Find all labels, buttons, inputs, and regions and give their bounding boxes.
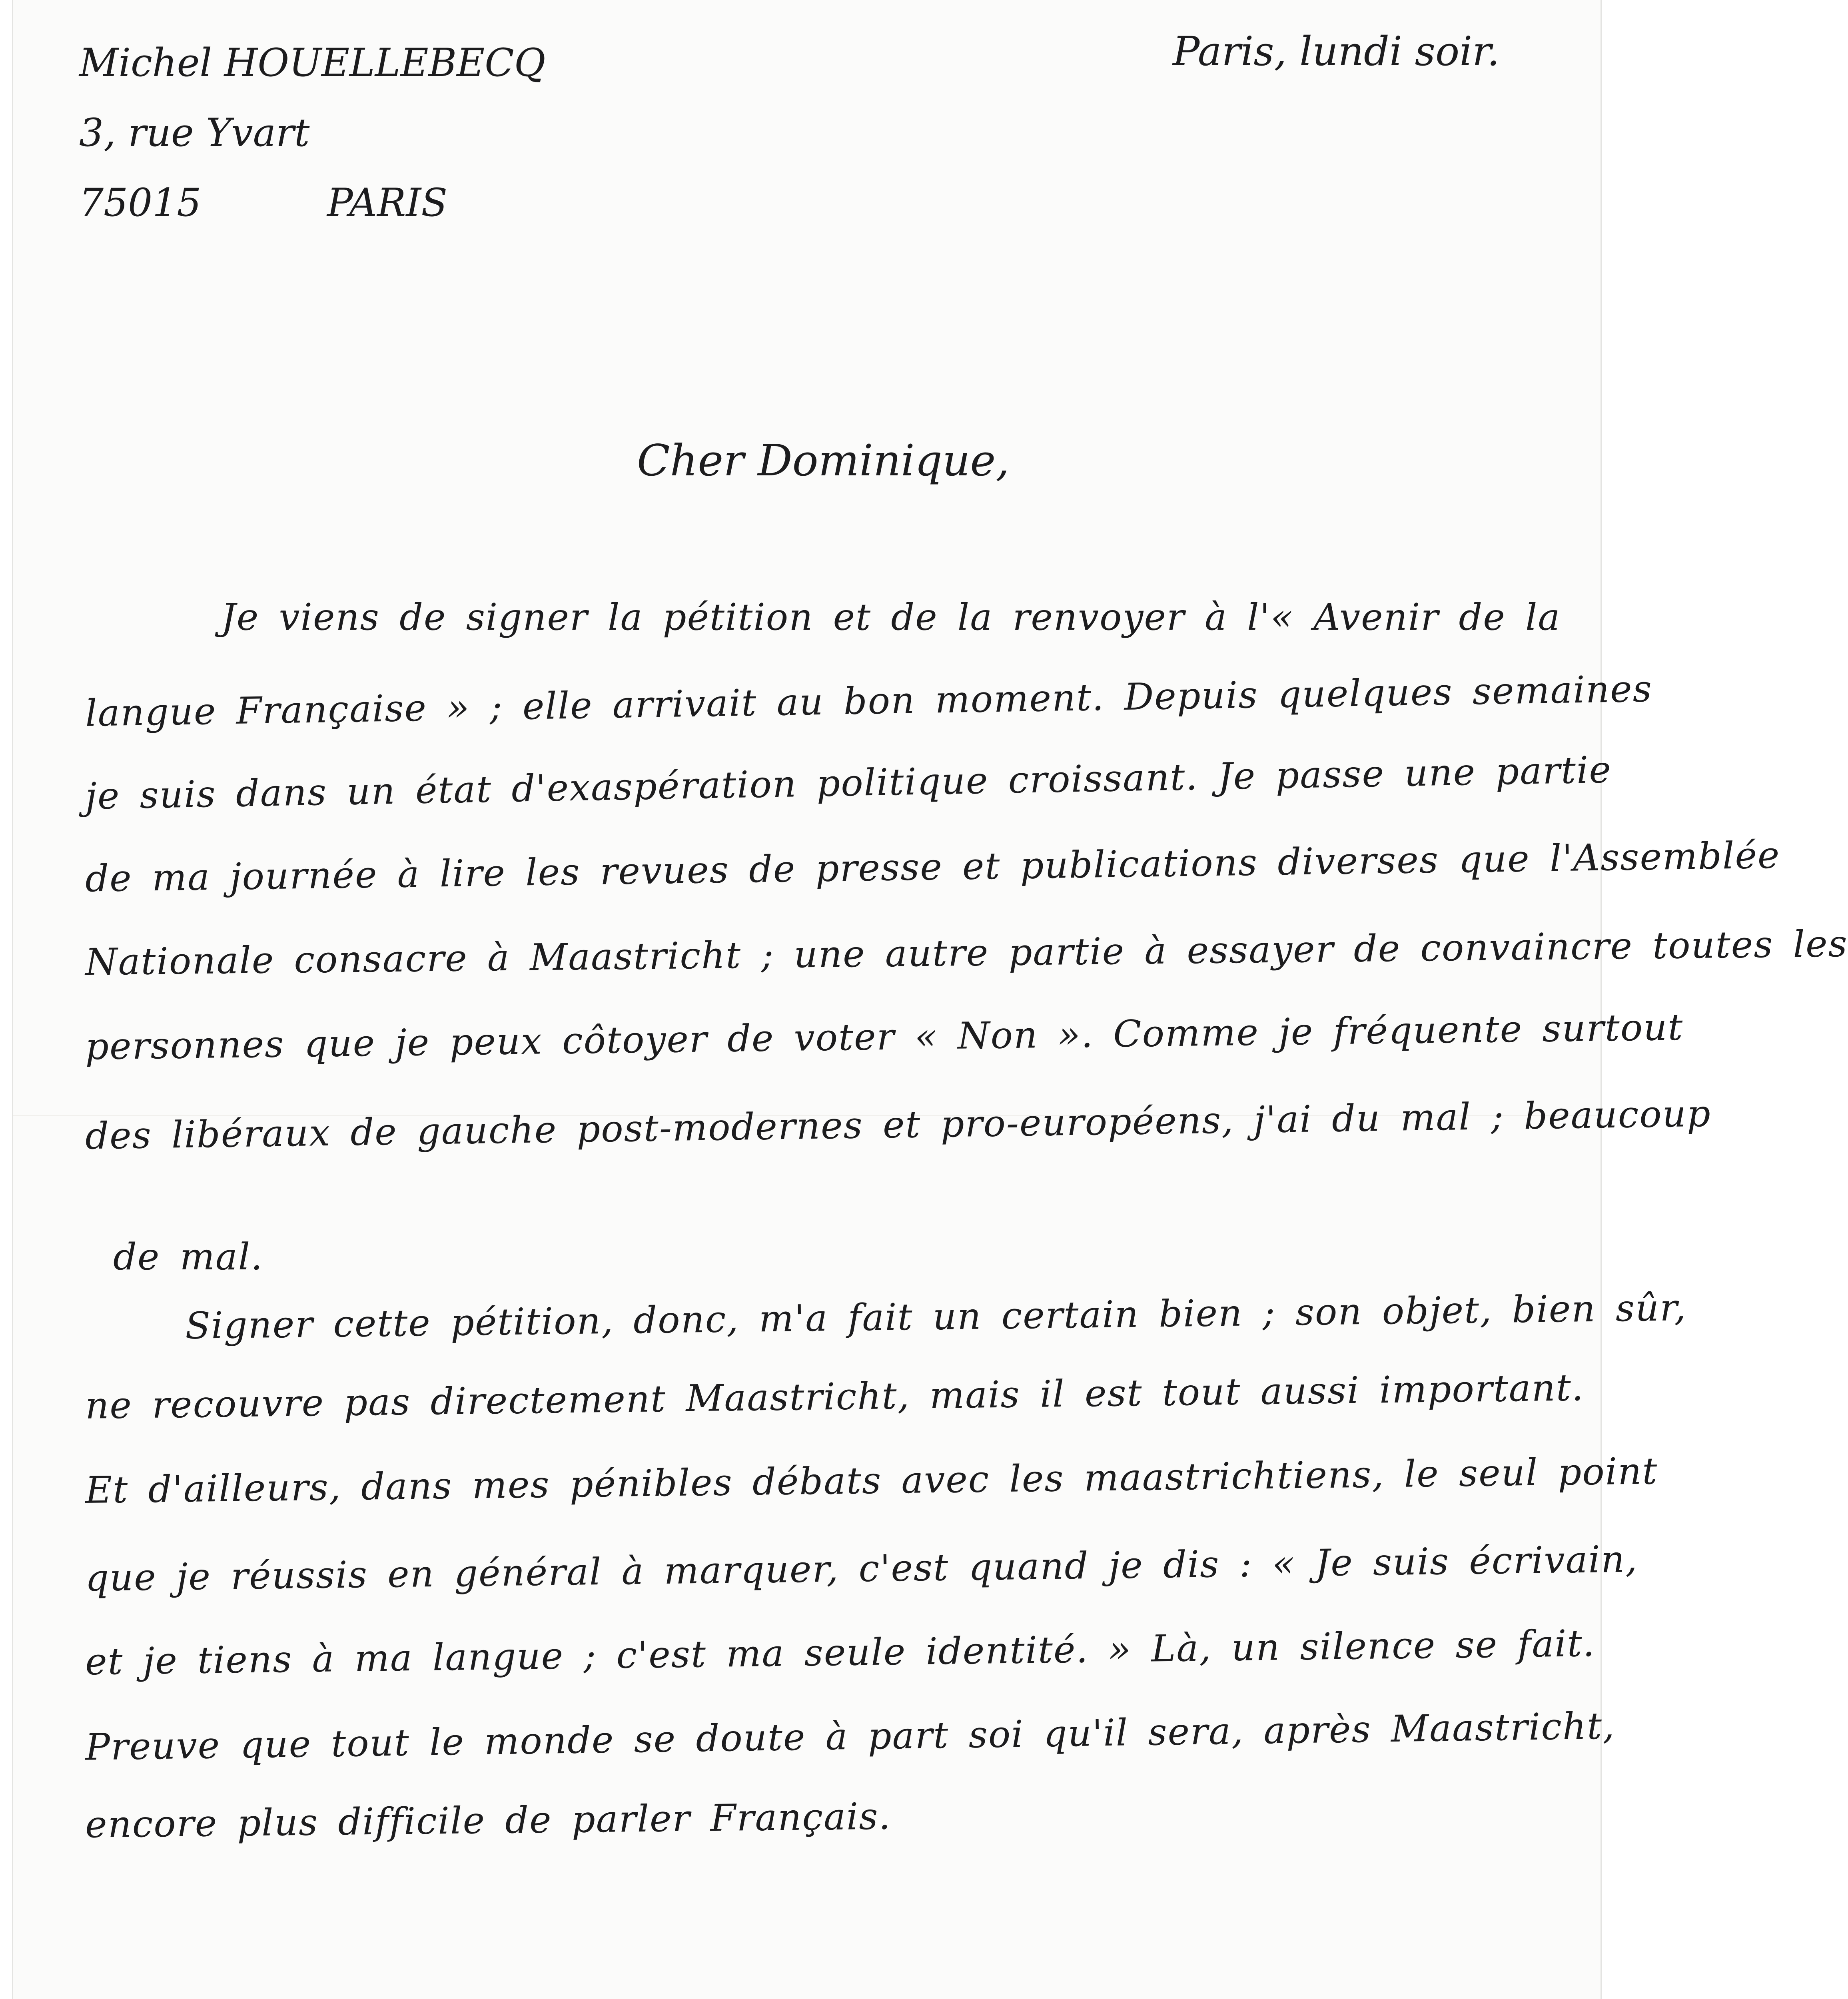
body-line: Signer cette pétition, donc, m'a fait un certain bien ; son objet, bien sûr, — [185, 1286, 1687, 1347]
body-line: de mal. — [113, 1235, 263, 1278]
body-line: des libéraux de gauche post-modernes et pro-européens, j'ai du mal ; beaucoup — [85, 1092, 1712, 1158]
body-line: de ma journée à lire les revues de presse et publications diverses que l'Assemblée — [85, 834, 1781, 900]
place-date: Paris, lundi soir. — [1173, 28, 1500, 75]
sender-city: PARIS — [327, 180, 448, 225]
body-line: Je viens de signer la pétition et de la renvoyer à l'« Avenir de la — [221, 596, 1561, 638]
body-line: je suis dans un état d'exaspération politique croissant. Je passe une partie — [85, 748, 1612, 818]
body-line: ne recouvre pas directement Maastricht, mais il est tout aussi important. — [85, 1366, 1585, 1427]
letter-sheet — [12, 0, 1848, 1999]
body-line: Et d'ailleurs, dans mes pénibles débats avec les maastrichtiens, le seul point — [85, 1449, 1658, 1512]
sender-name: Michel HOUELLEBECQ — [79, 40, 546, 85]
sender-address — [79, 28, 545, 238]
body-line: Nationale consacre à Maastricht ; une autre partie à essayer de convaincre toutes les — [85, 922, 1848, 984]
sender-postcode: 75015 — [79, 180, 202, 225]
body-line: encore plus difficile de parler Français. — [85, 1795, 892, 1846]
body-line: Preuve que tout le monde se doute à part soi qu'il sera, après Maastricht, — [85, 1704, 1616, 1769]
body-line: personnes que je peux côtoyer de voter « Non ». Comme je fréquente surtout — [85, 1005, 1684, 1068]
body-line: et je tiens à ma langue ; c'est ma seule identité. » Là, un silence se fait. — [85, 1622, 1596, 1684]
salutation: Cher Dominique, — [637, 436, 1010, 486]
sender-street: 3, rue Yvart — [79, 110, 310, 155]
body-line: que je réussis en général à marquer, c'est quand je dis : « Je suis écrivain, — [85, 1538, 1638, 1600]
body-line: langue Française » ; elle arrivait au bon moment. Depuis quelques semaines — [85, 667, 1653, 735]
